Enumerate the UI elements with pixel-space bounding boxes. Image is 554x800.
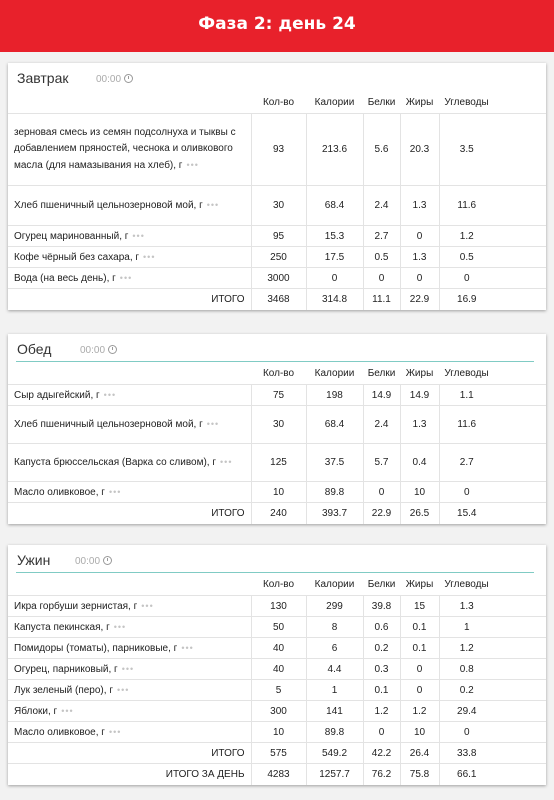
carb-cell: 3.5 <box>439 114 494 186</box>
food-name-text: Помидоры (томаты), парниковые, г <box>14 642 178 654</box>
meal-time[interactable] <box>80 345 117 356</box>
food-name-text: Капуста брюссельская (Варка со сливом), г <box>14 457 217 468</box>
fat-cell: 0 <box>400 680 439 701</box>
meal-time-value: 00:00 <box>80 345 106 356</box>
col-fat: Жиры <box>405 578 434 590</box>
food-name-text: Масло оливковое, г <box>14 486 105 498</box>
food-name-text: Масло оливковое, г <box>14 726 105 738</box>
total-carb: 15.4 <box>439 503 494 524</box>
total-label: ИТОГО <box>8 289 251 310</box>
cal-cell: 141 <box>306 701 363 722</box>
cal-cell: 8 <box>306 617 363 638</box>
more-icon[interactable]: ••• <box>103 389 117 400</box>
more-icon[interactable]: ••• <box>116 684 130 695</box>
carb-cell: 1.1 <box>439 385 494 406</box>
col-carb: Углеводы <box>444 578 489 590</box>
food-name <box>8 268 251 289</box>
meal-time-value: 00:00 <box>75 556 101 567</box>
meal-card-lunch <box>8 334 546 524</box>
qty-cell: 40 <box>251 638 306 659</box>
col-qty: Кол-во <box>262 367 295 379</box>
carb-cell: 11.6 <box>439 186 494 226</box>
fat-cell: 1.3 <box>400 247 439 268</box>
total-row <box>8 503 546 524</box>
prot-cell: 2.7 <box>363 226 400 247</box>
total-prot: 11.1 <box>363 289 400 310</box>
qty-cell: 125 <box>251 444 306 482</box>
col-qty: Кол-во <box>262 578 295 590</box>
fat-cell: 1.2 <box>400 701 439 722</box>
cal-cell: 89.8 <box>306 722 363 743</box>
divider <box>16 361 534 362</box>
cal-cell: 17.5 <box>306 247 363 268</box>
col-qty: Кол-во <box>262 96 295 108</box>
more-icon[interactable]: ••• <box>141 600 154 611</box>
food-name-text: Хлеб пшеничный цельнозерновой мой, г <box>14 200 203 211</box>
carb-cell: 1.2 <box>439 226 494 247</box>
col-cal: Калории <box>314 367 355 379</box>
col-fat: Жиры <box>405 96 434 108</box>
total-qty: 240 <box>251 503 306 524</box>
food-name <box>8 186 251 226</box>
meal-title: Обед <box>17 341 52 357</box>
meal-table <box>8 362 546 524</box>
table-row <box>8 638 546 659</box>
table-row <box>8 444 546 482</box>
table-row <box>8 114 546 186</box>
meal-time[interactable] <box>96 74 133 85</box>
prot-cell: 0 <box>363 722 400 743</box>
carb-cell: 0 <box>439 482 494 503</box>
prot-cell: 0.1 <box>363 680 400 701</box>
fat-cell: 0.1 <box>400 617 439 638</box>
more-icon[interactable]: ••• <box>119 272 133 283</box>
qty-cell: 75 <box>251 385 306 406</box>
meal-card-dinner <box>8 545 546 785</box>
food-name <box>8 406 251 444</box>
col-prot: Белки <box>367 578 396 590</box>
divider <box>16 572 534 573</box>
cal-cell: 15.3 <box>306 226 363 247</box>
total-label: ИТОГО <box>8 743 251 764</box>
day-total-row <box>8 764 546 785</box>
food-name-text: зерновая смесь из семян подсолнуха и тыквы с добавлением пряностей, чеснока и оливкового масла (для намазывания на хлеб), г <box>14 127 236 171</box>
total-fat: 22.9 <box>400 289 439 310</box>
cal-cell: 299 <box>306 596 363 617</box>
carb-cell: 0 <box>439 268 494 289</box>
table-row <box>8 482 546 503</box>
col-carb: Углеводы <box>444 367 489 379</box>
clock-icon <box>103 556 112 565</box>
more-icon[interactable]: ••• <box>108 726 122 737</box>
col-prot: Белки <box>367 367 396 379</box>
clock-icon <box>108 345 117 354</box>
total-row <box>8 289 546 310</box>
table-row <box>8 659 546 680</box>
cal-cell: 1 <box>306 680 363 701</box>
meal-card-breakfast <box>8 63 546 310</box>
food-name <box>8 247 251 268</box>
table-row <box>8 247 546 268</box>
carb-cell: 1 <box>439 617 494 638</box>
total-prot: 42.2 <box>363 743 400 764</box>
meal-header <box>8 545 546 573</box>
fat-cell: 0 <box>400 226 439 247</box>
day-total-prot: 76.2 <box>363 764 400 785</box>
total-qty: 3468 <box>251 289 306 310</box>
prot-cell: 0.6 <box>363 617 400 638</box>
more-icon[interactable]: ••• <box>61 705 74 716</box>
meal-header <box>8 334 546 362</box>
total-prot: 22.9 <box>363 503 400 524</box>
qty-cell: 250 <box>251 247 306 268</box>
food-name <box>8 680 251 701</box>
total-carb: 16.9 <box>439 289 494 310</box>
fat-cell: 10 <box>400 722 439 743</box>
day-total-fat: 75.8 <box>400 764 439 785</box>
food-name <box>8 701 251 722</box>
prot-cell: 0.5 <box>363 247 400 268</box>
total-cal: 314.8 <box>306 289 363 310</box>
food-name <box>8 617 251 638</box>
table-row <box>8 680 546 701</box>
total-qty: 575 <box>251 743 306 764</box>
col-fat: Жиры <box>405 367 434 379</box>
total-label: ИТОГО <box>8 503 251 524</box>
food-name-text: Икра горбуши зернистая, г <box>14 600 138 612</box>
page-title: Фаза 2: день 24 <box>198 14 356 34</box>
day-total-label: ИТОГО ЗА ДЕНЬ <box>8 764 251 785</box>
prot-cell: 0.3 <box>363 659 400 680</box>
qty-cell: 95 <box>251 226 306 247</box>
meal-header <box>8 63 546 91</box>
meal-time-value: 00:00 <box>96 74 122 85</box>
more-icon[interactable]: ••• <box>143 251 156 262</box>
carb-cell: 0.5 <box>439 247 494 268</box>
cal-cell: 89.8 <box>306 482 363 503</box>
qty-cell: 3000 <box>251 268 306 289</box>
food-name-text: Огурец, парниковый, г <box>14 663 118 675</box>
prot-cell: 0 <box>363 268 400 289</box>
carb-cell: 0 <box>439 722 494 743</box>
more-icon[interactable]: ••• <box>186 160 199 170</box>
table-row <box>8 385 546 406</box>
col-cal: Калории <box>314 96 355 108</box>
total-fat: 26.5 <box>400 503 439 524</box>
prot-cell: 14.9 <box>363 385 400 406</box>
food-name-text: Яблоки, г <box>14 705 58 717</box>
meal-table <box>8 573 546 785</box>
qty-cell: 10 <box>251 722 306 743</box>
table-row <box>8 701 546 722</box>
qty-cell: 93 <box>251 114 306 186</box>
fat-cell: 1.3 <box>400 406 439 444</box>
prot-cell: 2.4 <box>363 186 400 226</box>
cal-cell: 0 <box>306 268 363 289</box>
carb-cell: 1.3 <box>439 596 494 617</box>
fat-cell: 1.3 <box>400 186 439 226</box>
food-name-text: Вода (на весь день), г <box>14 272 116 284</box>
fat-cell: 14.9 <box>400 385 439 406</box>
table-row <box>8 226 546 247</box>
fat-cell: 0 <box>400 659 439 680</box>
col-carb: Углеводы <box>444 96 489 108</box>
qty-cell: 5 <box>251 680 306 701</box>
food-name <box>8 638 251 659</box>
qty-cell: 300 <box>251 701 306 722</box>
prot-cell: 0.2 <box>363 638 400 659</box>
cal-cell: 198 <box>306 385 363 406</box>
prot-cell: 1.2 <box>363 701 400 722</box>
table-row <box>8 406 546 444</box>
carb-cell: 11.6 <box>439 406 494 444</box>
food-name-text: Сыр адыгейский, г <box>14 389 100 401</box>
prot-cell: 39.8 <box>363 596 400 617</box>
day-total-cal: 1257.7 <box>306 764 363 785</box>
carb-cell: 0.8 <box>439 659 494 680</box>
qty-cell: 50 <box>251 617 306 638</box>
carb-cell: 1.2 <box>439 638 494 659</box>
qty-cell: 30 <box>251 186 306 226</box>
food-name <box>8 114 251 186</box>
fat-cell: 20.3 <box>400 114 439 186</box>
food-name-text: Хлеб пшеничный цельнозерновой мой, г <box>14 419 203 430</box>
carb-cell: 29.4 <box>439 701 494 722</box>
cal-cell: 6 <box>306 638 363 659</box>
day-total-carb: 66.1 <box>439 764 494 785</box>
clock-icon <box>124 74 133 83</box>
cal-cell: 68.4 <box>306 186 363 226</box>
food-name <box>8 722 251 743</box>
meal-table <box>8 91 546 310</box>
total-carb: 33.8 <box>439 743 494 764</box>
carb-cell: 0.2 <box>439 680 494 701</box>
table-row <box>8 186 546 226</box>
carb-cell: 2.7 <box>439 444 494 482</box>
meal-title: Завтрак <box>17 70 69 86</box>
meal-title: Ужин <box>17 552 51 568</box>
table-header-row <box>8 91 546 114</box>
table-row <box>8 617 546 638</box>
meal-time[interactable] <box>75 556 112 567</box>
fat-cell: 10 <box>400 482 439 503</box>
food-name <box>8 444 251 482</box>
cal-cell: 68.4 <box>306 406 363 444</box>
more-icon[interactable]: ••• <box>181 642 194 653</box>
prot-cell: 0 <box>363 482 400 503</box>
col-cal: Калории <box>314 578 355 590</box>
food-name <box>8 482 251 503</box>
total-cal: 393.7 <box>306 503 363 524</box>
qty-cell: 10 <box>251 482 306 503</box>
day-total-qty: 4283 <box>251 764 306 785</box>
cal-cell: 37.5 <box>306 444 363 482</box>
food-name <box>8 596 251 617</box>
table-row <box>8 722 546 743</box>
food-name <box>8 226 251 247</box>
fat-cell: 0.4 <box>400 444 439 482</box>
table-row <box>8 596 546 617</box>
cal-cell: 213.6 <box>306 114 363 186</box>
prot-cell: 5.7 <box>363 444 400 482</box>
fat-cell: 0 <box>400 268 439 289</box>
app-header <box>0 0 554 52</box>
qty-cell: 40 <box>251 659 306 680</box>
food-name <box>8 385 251 406</box>
total-row <box>8 743 546 764</box>
fat-cell: 15 <box>400 596 439 617</box>
total-cal: 549.2 <box>306 743 363 764</box>
col-prot: Белки <box>367 96 396 108</box>
fat-cell: 0.1 <box>400 638 439 659</box>
prot-cell: 5.6 <box>363 114 400 186</box>
total-fat: 26.4 <box>400 743 439 764</box>
more-icon[interactable]: ••• <box>108 486 122 497</box>
food-name <box>8 659 251 680</box>
table-header-row <box>8 362 546 385</box>
cal-cell: 4.4 <box>306 659 363 680</box>
more-icon[interactable]: ••• <box>113 621 127 632</box>
table-header-row <box>8 573 546 596</box>
table-row <box>8 268 546 289</box>
more-icon[interactable]: ••• <box>121 663 135 674</box>
food-name-text: Капуста пекинская, г <box>14 621 110 633</box>
qty-cell: 30 <box>251 406 306 444</box>
food-name-text: Лук зеленый (перо), г <box>14 684 113 696</box>
more-icon[interactable]: ••• <box>206 419 220 429</box>
more-icon[interactable]: ••• <box>220 457 233 467</box>
food-name-text: Огурец маринованный, г <box>14 230 129 242</box>
qty-cell: 130 <box>251 596 306 617</box>
more-icon[interactable]: ••• <box>206 200 220 210</box>
more-icon[interactable]: ••• <box>132 230 145 241</box>
food-name-text: Кофе чёрный без сахара, г <box>14 251 140 263</box>
prot-cell: 2.4 <box>363 406 400 444</box>
